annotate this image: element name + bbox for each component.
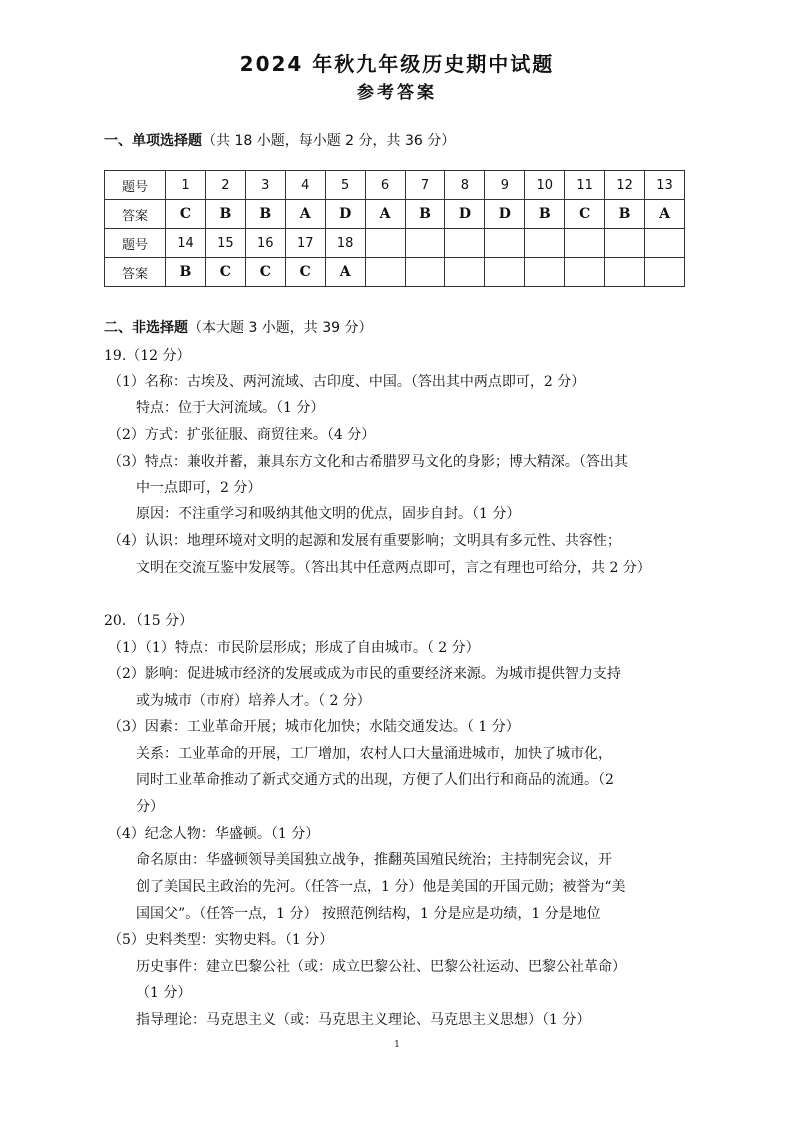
answer-cell: B bbox=[245, 200, 285, 229]
answer-line: （4）纪念人物：华盛顿。（1 分） bbox=[108, 826, 320, 842]
answer-line: 国国父”。（任答一点，1 分） 按照范例结构，1 分是应是功绩，1 分是地位 bbox=[136, 906, 601, 922]
answer-cell: C bbox=[245, 258, 285, 287]
answer-cell bbox=[485, 258, 525, 287]
answer-line: （5）史料类型：实物史料。（1 分） bbox=[108, 932, 334, 948]
answer-cell bbox=[605, 258, 645, 287]
answer-cell: B bbox=[605, 200, 645, 229]
answer-cell bbox=[565, 258, 605, 287]
section-2-title: 二、非选择题 bbox=[104, 320, 188, 336]
answer-cell: B bbox=[205, 200, 245, 229]
answer-line: （1 分） bbox=[136, 985, 192, 1001]
section-1-note: （共 18 小题，每小题 2 分，共 36 分） bbox=[202, 133, 456, 149]
table-row bbox=[105, 229, 685, 258]
table-row bbox=[105, 200, 685, 229]
question-number: 12 bbox=[605, 171, 645, 200]
answer-cell: A bbox=[325, 258, 365, 287]
question-number: 16 bbox=[245, 229, 285, 258]
question-number bbox=[525, 229, 565, 258]
section-heading-2 bbox=[104, 317, 373, 337]
answer-cell: D bbox=[445, 200, 485, 229]
question-number: 10 bbox=[525, 171, 565, 200]
answer-cell: C bbox=[205, 258, 245, 287]
answer-cell: A bbox=[285, 200, 325, 229]
answer-cell: B bbox=[525, 200, 565, 229]
answer-cell: C bbox=[565, 200, 605, 229]
answer-cell bbox=[645, 258, 685, 287]
question-number bbox=[485, 229, 525, 258]
table-label-answer: 答案 bbox=[105, 200, 166, 229]
question-number: 2 bbox=[205, 171, 245, 200]
table-row bbox=[105, 171, 685, 200]
question-number: 17 bbox=[285, 229, 325, 258]
question-number: 5 bbox=[325, 171, 365, 200]
question-number: 11 bbox=[565, 171, 605, 200]
answer-line: （1）（1）特点：市民阶层形成；形成了自由城市。（ 2 分） bbox=[108, 640, 480, 656]
answer-cell: D bbox=[325, 200, 365, 229]
question-20-heading: 20．（15 分） bbox=[104, 613, 194, 629]
question-number bbox=[405, 229, 445, 258]
section-1-title: 一、单项选择题 bbox=[104, 133, 202, 149]
answer-line: 原因：不注重学习和吸纳其他文明的优点，固步自封。（1 分） bbox=[136, 506, 521, 522]
answer-cell bbox=[445, 258, 485, 287]
table-label-question: 题号 bbox=[105, 171, 166, 200]
question-number: 3 bbox=[245, 171, 285, 200]
answer-table bbox=[104, 170, 685, 287]
question-number: 8 bbox=[445, 171, 485, 200]
answer-line: （2）方式：扩张征服、商贸往来。（4 分） bbox=[108, 427, 376, 443]
question-number: 1 bbox=[166, 171, 206, 200]
page-number: 1 bbox=[394, 1040, 400, 1050]
question-number: 9 bbox=[485, 171, 525, 200]
answer-cell bbox=[365, 258, 405, 287]
answer-line: 历史事件：建立巴黎公社（或：成立巴黎公社、巴黎公社运动、巴黎公社革命） bbox=[136, 959, 626, 975]
answer-line: 命名原由：华盛顿领导美国独立战争，推翻英国殖民统治；主持制宪会议，开 bbox=[136, 852, 612, 868]
question-number: 14 bbox=[166, 229, 206, 258]
answer-cell bbox=[405, 258, 445, 287]
answer-cell: B bbox=[405, 200, 445, 229]
answer-line: 文明在交流互鉴中发展等。（答出其中任意两点即可，言之有理也可给分，共 2 分） bbox=[136, 560, 651, 576]
answer-line: （3）因素：工业革命开展；城市化加快；水陆交通发达。（ 1 分） bbox=[108, 719, 520, 735]
answer-cell bbox=[525, 258, 565, 287]
answer-cell: B bbox=[166, 258, 206, 287]
answer-cell: C bbox=[285, 258, 325, 287]
answer-line: （3）特点：兼收并蓄，兼具东方文化和古希腊罗马文化的身影；博大精深。（答出其 bbox=[108, 454, 628, 470]
answer-line: 特点：位于大河流域。（1 分） bbox=[136, 400, 325, 416]
page-subtitle: 参考答案 bbox=[357, 83, 437, 103]
question-number bbox=[365, 229, 405, 258]
question-number bbox=[605, 229, 645, 258]
table-label-question: 题号 bbox=[105, 229, 166, 258]
question-number: 4 bbox=[285, 171, 325, 200]
answer-line: 指导理论：马克思主义（或：马克思主义理论、马克思主义思想）（1 分） bbox=[136, 1012, 591, 1028]
table-label-answer: 答案 bbox=[105, 258, 166, 287]
answer-cell: A bbox=[365, 200, 405, 229]
answer-line: （4）认识：地理环境对文明的起源和发展有重要影响；文明具有多元性、共容性； bbox=[108, 533, 621, 549]
answer-line: （1）名称：古埃及、两河流域、古印度、中国。（答出其中两点即可，2 分） bbox=[108, 374, 586, 390]
question-number: 15 bbox=[205, 229, 245, 258]
question-number bbox=[645, 229, 685, 258]
answer-line: 或为城市（市府）培养人才。（ 2 分） bbox=[136, 693, 371, 709]
section-heading-1 bbox=[104, 130, 455, 150]
question-number: 6 bbox=[365, 171, 405, 200]
answer-cell: C bbox=[166, 200, 206, 229]
question-19-heading: 19.（12 分） bbox=[104, 348, 191, 364]
question-number bbox=[565, 229, 605, 258]
question-number bbox=[445, 229, 485, 258]
answer-line: （2）影响：促进城市经济的发展或成为市民的重要经济来源。为城市提供智力支持 bbox=[108, 666, 621, 682]
table-row bbox=[105, 258, 685, 287]
answer-line: 同时工业革命推动了新式交通方式的出现，方便了人们出行和商品的流通。（2 bbox=[136, 772, 614, 788]
answer-cell: D bbox=[485, 200, 525, 229]
answer-cell: A bbox=[645, 200, 685, 229]
answer-line: 分） bbox=[136, 799, 164, 815]
question-number: 7 bbox=[405, 171, 445, 200]
page-title: 2024 年秋九年级历史期中试题 bbox=[239, 52, 555, 76]
answer-line: 中一点即可，2 分） bbox=[136, 480, 262, 496]
section-2-note: （本大题 3 小题，共 39 分） bbox=[188, 320, 373, 336]
answer-line: 关系：工业革命的开展，工厂增加，农村人口大量涌进城市，加快了城市化， bbox=[136, 746, 612, 762]
question-number: 18 bbox=[325, 229, 365, 258]
question-number: 13 bbox=[645, 171, 685, 200]
answer-line: 创了美国民主政治的先河。（任答一点，1 分）他是美国的开国元勋；被誉为“美 bbox=[136, 879, 626, 895]
